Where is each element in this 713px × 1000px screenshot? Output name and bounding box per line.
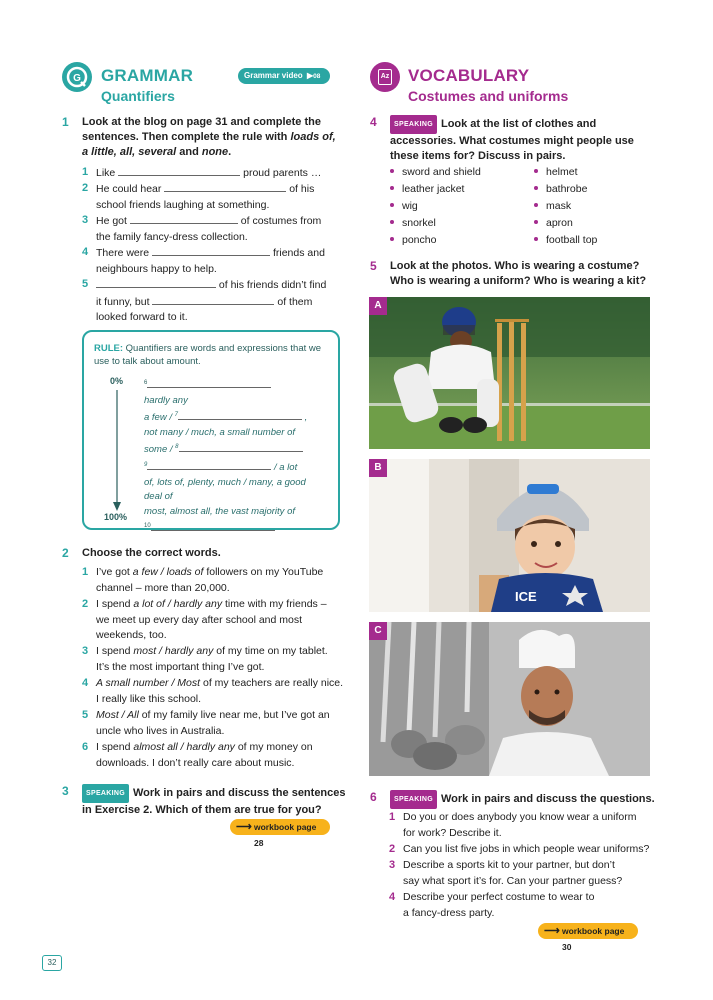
ex6-text: for work? Describe it. — [403, 826, 502, 839]
ex2-item-num: 2 — [82, 598, 89, 610]
ex1-item-num: 5 — [82, 278, 89, 290]
vocabulary-title: VOCABULARY — [408, 66, 530, 85]
rule-line: of, lots of, plenty, much / many, a good — [144, 476, 306, 488]
ex1-item-text: school friends laughing at something. — [96, 198, 270, 211]
ex1-item-num: 4 — [82, 246, 89, 258]
rule-intro — [94, 342, 332, 368]
ex2-text: we meet up every day after school and most — [96, 613, 303, 626]
ex6-number: 6 — [370, 790, 377, 804]
ex5-number: 5 — [370, 259, 377, 273]
ex2-text: uncle who lives in Australia. — [96, 724, 225, 737]
vocab-list-item — [390, 183, 464, 195]
ex4-line: Look at the list of clothes and — [440, 118, 597, 130]
grammar-icon — [62, 62, 92, 92]
vocab-list-item — [390, 166, 481, 178]
vocab-word: mask — [546, 200, 572, 212]
ex2-text: I spend — [96, 741, 131, 753]
ex1-item-text: looked forward to it. — [96, 311, 188, 323]
rule-sup: 7 — [174, 412, 178, 419]
vocab-word: poncho — [402, 234, 437, 246]
photo-label: C — [369, 622, 387, 640]
ex2-item-num: 5 — [82, 709, 89, 721]
ex1-blank[interactable] — [152, 294, 274, 305]
rule-line: deal of — [144, 491, 173, 503]
ex1-blank[interactable] — [152, 245, 270, 256]
ex2-item — [82, 676, 346, 707]
ex1-blank[interactable] — [164, 181, 286, 192]
ex1-instr-line1: Look at the blog on page 31 and complete the — [82, 116, 321, 128]
ex4-number: 4 — [370, 115, 377, 129]
bullet-icon — [534, 237, 538, 241]
ex3-instruction — [82, 784, 347, 818]
ex1-item-num: 2 — [82, 182, 89, 194]
ex1-item — [82, 213, 346, 245]
vocab-list-item — [534, 217, 573, 229]
bullet-icon — [390, 169, 394, 173]
ex1-blank[interactable] — [118, 165, 240, 176]
ex6-item-num: 4 — [389, 891, 396, 903]
ex1-item — [82, 165, 346, 182]
arrow-right-icon: ⟶ — [544, 925, 560, 937]
ex1-item — [82, 277, 346, 326]
ex4-line: accessories. What costumes might people use — [390, 135, 634, 147]
ex1-item-text: of his — [289, 183, 315, 195]
rule-line-end: , — [304, 412, 308, 424]
ex6-text: Describe your perfect costume to wear to — [403, 891, 595, 903]
rule-zero: 0% — [110, 376, 124, 386]
bullet-icon — [390, 237, 394, 241]
bullet-icon — [534, 186, 538, 190]
ex2-item — [82, 740, 346, 771]
ex2-text: downloads. I don’t really care about music. — [96, 756, 295, 769]
bullet-icon — [390, 220, 394, 224]
vocab-word: wig — [402, 200, 418, 212]
vocab-word: bathrobe — [546, 183, 588, 195]
rule-blank-7[interactable] — [178, 409, 302, 420]
ex2-item — [82, 644, 346, 675]
play-icon: ▶ — [306, 71, 314, 80]
ex1-item — [82, 245, 346, 277]
vocab-word: snorkel — [402, 217, 436, 229]
ex1-item-text: of them — [277, 295, 313, 308]
bullet-icon — [390, 186, 394, 190]
ex1-instr-l3c: none — [201, 146, 229, 158]
rule-blank-10[interactable] — [151, 520, 275, 531]
ex1-item-text: He got — [96, 215, 127, 227]
photo-b-badge-text: ICE — [515, 589, 537, 604]
ex2-text: of my teachers are really nice. — [202, 677, 344, 689]
ex1-instr-line2 — [82, 130, 342, 145]
ex1-item-text: There were — [96, 247, 150, 259]
ex1-blank[interactable] — [130, 213, 238, 224]
grammar-title: GRAMMAR — [101, 66, 194, 85]
grammar-video-button[interactable] — [238, 68, 330, 84]
vocab-list-item — [390, 200, 418, 212]
ex1-item-text: friends and — [272, 247, 325, 259]
grammar-subtitle: Quantifiers — [101, 88, 175, 104]
ex4-line: these items for? Discuss in pairs. — [390, 150, 566, 162]
vocab-list-item — [534, 166, 578, 178]
ex2-text: of my family live near me, but I’ve got an — [141, 709, 330, 721]
ex2-choice[interactable]: a few / loads of — [132, 566, 204, 578]
speaking-badge: SPEAKING — [390, 115, 437, 134]
ex6-text: Describe a sports kit to your partner, but don’t — [403, 859, 615, 871]
photo-b-child — [369, 459, 650, 612]
ex6-text: say what sport it’s for. Can your partner guess? — [403, 874, 623, 887]
ex2-text: of my time on my tablet. — [216, 645, 328, 657]
vocab-word: helmet — [546, 166, 578, 178]
ex1-instr-l2b: loads of, — [290, 131, 336, 143]
ex1-item-num: 1 — [82, 166, 89, 178]
dictionary-icon: Az — [378, 69, 392, 85]
ex1-item-text: the family fancy-dress collection. — [96, 230, 248, 243]
ex2-choice[interactable]: almost all / hardly any — [133, 741, 235, 753]
rule-blank-8[interactable] — [179, 441, 303, 452]
ex1-item-num: 3 — [82, 214, 89, 226]
ex3-number: 3 — [62, 784, 69, 798]
ex6-item-num: 2 — [389, 843, 396, 855]
rule-line: not many / much, a small number of — [144, 426, 296, 438]
workbook-link-30[interactable] — [538, 923, 638, 952]
ex6-text: Do you or does anybody you know wear a uniform — [403, 811, 637, 823]
ex1-instr-l3b: and — [179, 146, 199, 158]
photo-c-chef — [369, 622, 650, 776]
ex1-number: 1 — [62, 115, 69, 129]
rule-blank-6[interactable] — [147, 377, 271, 388]
vocab-word: sword and shield — [402, 166, 481, 178]
vocab-list-item — [534, 200, 571, 212]
ex1-item-text: He could hear — [96, 183, 162, 195]
speaking-badge: SPEAKING — [390, 790, 437, 809]
photo-label: B — [369, 459, 387, 477]
speaking-badge: SPEAKING — [82, 784, 129, 803]
ex2-text: It’s the most important thing I’ve got. — [96, 660, 265, 673]
svg-text:G: G — [73, 73, 81, 84]
ex2-text: channel – more than 20,000. — [96, 581, 230, 594]
ex2-text: weekends, too. — [96, 629, 167, 641]
ex3-line: in Exercise 2. Which of them are true for you? — [82, 804, 322, 816]
ex1-instr-line3 — [82, 145, 342, 160]
vocab-list-item — [534, 234, 597, 246]
ex2-choice[interactable]: A small number / Most — [96, 677, 201, 689]
arrow-right-icon: ⟶ — [236, 821, 252, 833]
rule-label: RULE: — [94, 343, 124, 354]
rule-text: Quantifiers are words and expressions that we — [125, 343, 322, 354]
workbook-label: workbook page 28 — [254, 822, 317, 848]
rule-line — [144, 440, 334, 458]
rule-box — [82, 330, 340, 530]
ex2-instruction: Choose the correct words. — [82, 547, 221, 559]
rule-text: use to talk about amount. — [94, 356, 201, 367]
ex1-item — [82, 181, 346, 213]
ex5-line: Who is wearing a uniform? Who is wearing a kit? — [390, 275, 647, 287]
ex2-text: I really like this school. — [96, 692, 202, 705]
photo-label: A — [369, 297, 387, 315]
rule-arrow — [112, 390, 122, 512]
ex1-item-text: neighbours happy to help. — [96, 262, 217, 275]
vocab-list-item — [534, 183, 587, 195]
vocabulary-subtitle: Costumes and uniforms — [408, 88, 569, 104]
vocab-word: leather jacket — [402, 183, 465, 195]
ex5-instruction — [390, 259, 660, 289]
rule-line-a: a few / — [144, 412, 172, 424]
bullet-icon — [390, 203, 394, 207]
vocab-word: football top — [546, 234, 598, 246]
grammar-video-label: Grammar video — [244, 71, 303, 80]
bullet-icon — [534, 220, 538, 224]
ex3-line: Work in pairs and discuss the sentences — [132, 787, 346, 799]
ex1-instruction — [82, 115, 342, 160]
ex6-text: a fancy-dress party. — [403, 906, 495, 919]
ex6-item — [389, 858, 673, 889]
rule-sup: 10 — [144, 523, 151, 530]
rule-hundred: 100% — [104, 512, 128, 522]
ex1-instr-l3a: a little, all, several — [82, 146, 177, 158]
vocab-list-item — [390, 217, 436, 229]
ex6-item — [389, 842, 673, 858]
ex2-item — [82, 708, 346, 739]
ex1-item-text: proud parents … — [243, 167, 322, 179]
ex2-text: time with my friends – — [225, 598, 327, 610]
rule-line: most, almost all, the vast majority of — [144, 505, 295, 517]
grammar-video-num: 08 — [313, 73, 321, 80]
ex2-choice[interactable]: most / hardly any — [133, 645, 214, 657]
ex2-text: I spend — [96, 645, 131, 657]
ex2-choice[interactable]: Most / All — [96, 709, 139, 721]
ex6-text: Can you list five jobs in which people wear uniforms? — [403, 843, 650, 855]
rule-line: hardly any — [144, 394, 188, 406]
ex4-instruction — [390, 115, 660, 164]
rule-line-a: some / — [144, 444, 173, 456]
rule-line — [144, 408, 334, 426]
ex2-item-num: 6 — [82, 741, 89, 753]
ex5-line: Look at the photos. Who is wearing a costume? — [390, 260, 640, 272]
ex2-text: followers on my YouTube — [206, 566, 324, 578]
workbook-label: workbook page 30 — [562, 926, 625, 952]
ex1-item-text: of costumes from — [240, 215, 322, 227]
ex2-text: I spend — [96, 598, 131, 610]
ex1-item-text: of his friends didn’t find — [218, 279, 327, 291]
workbook-link-28[interactable] — [230, 819, 330, 848]
ex1-blank[interactable] — [96, 277, 216, 288]
ex1-item-text: it funny, but — [96, 295, 150, 308]
rule-blank-9[interactable] — [147, 459, 271, 470]
rule-sup: 8 — [175, 444, 179, 451]
rule-scale — [144, 376, 334, 537]
rule-sup: 6 — [144, 380, 148, 386]
ex2-item-num: 1 — [82, 566, 89, 578]
rule-line — [144, 458, 334, 476]
bullet-icon — [534, 169, 538, 173]
bullet-icon — [534, 203, 538, 207]
ex6-instruction — [390, 790, 670, 809]
ex2-text: I’ve got — [96, 566, 130, 578]
ex6-item-num: 1 — [389, 811, 396, 823]
ex1-item-text: Like — [96, 167, 116, 179]
vocab-list-item — [390, 234, 436, 246]
ex6-line: Work in pairs and discuss the questions. — [440, 793, 655, 805]
page-number: 32 — [42, 955, 62, 971]
ex1-instr-l2a: sentences. Then complete the rule with — [82, 131, 288, 143]
ex2-item-num: 4 — [82, 677, 89, 689]
ex2-item-num: 3 — [82, 645, 89, 657]
vocab-word: apron — [546, 217, 573, 229]
ex2-item — [82, 565, 346, 596]
ex2-text: of my money on — [237, 741, 313, 753]
ex1-instr-l3d: . — [228, 146, 232, 158]
rule-sup: 9 — [144, 461, 148, 468]
ex6-item — [389, 810, 673, 841]
vocabulary-icon — [370, 62, 400, 92]
ex6-item — [389, 890, 673, 921]
ex2-choice[interactable]: a lot of / hardly any — [133, 598, 223, 610]
ex2-item — [82, 597, 346, 644]
ex2-number: 2 — [62, 546, 69, 560]
photo-a-cricket — [369, 297, 650, 449]
ex6-item-num: 3 — [389, 859, 396, 871]
rule-line-b: / a lot — [273, 462, 298, 474]
